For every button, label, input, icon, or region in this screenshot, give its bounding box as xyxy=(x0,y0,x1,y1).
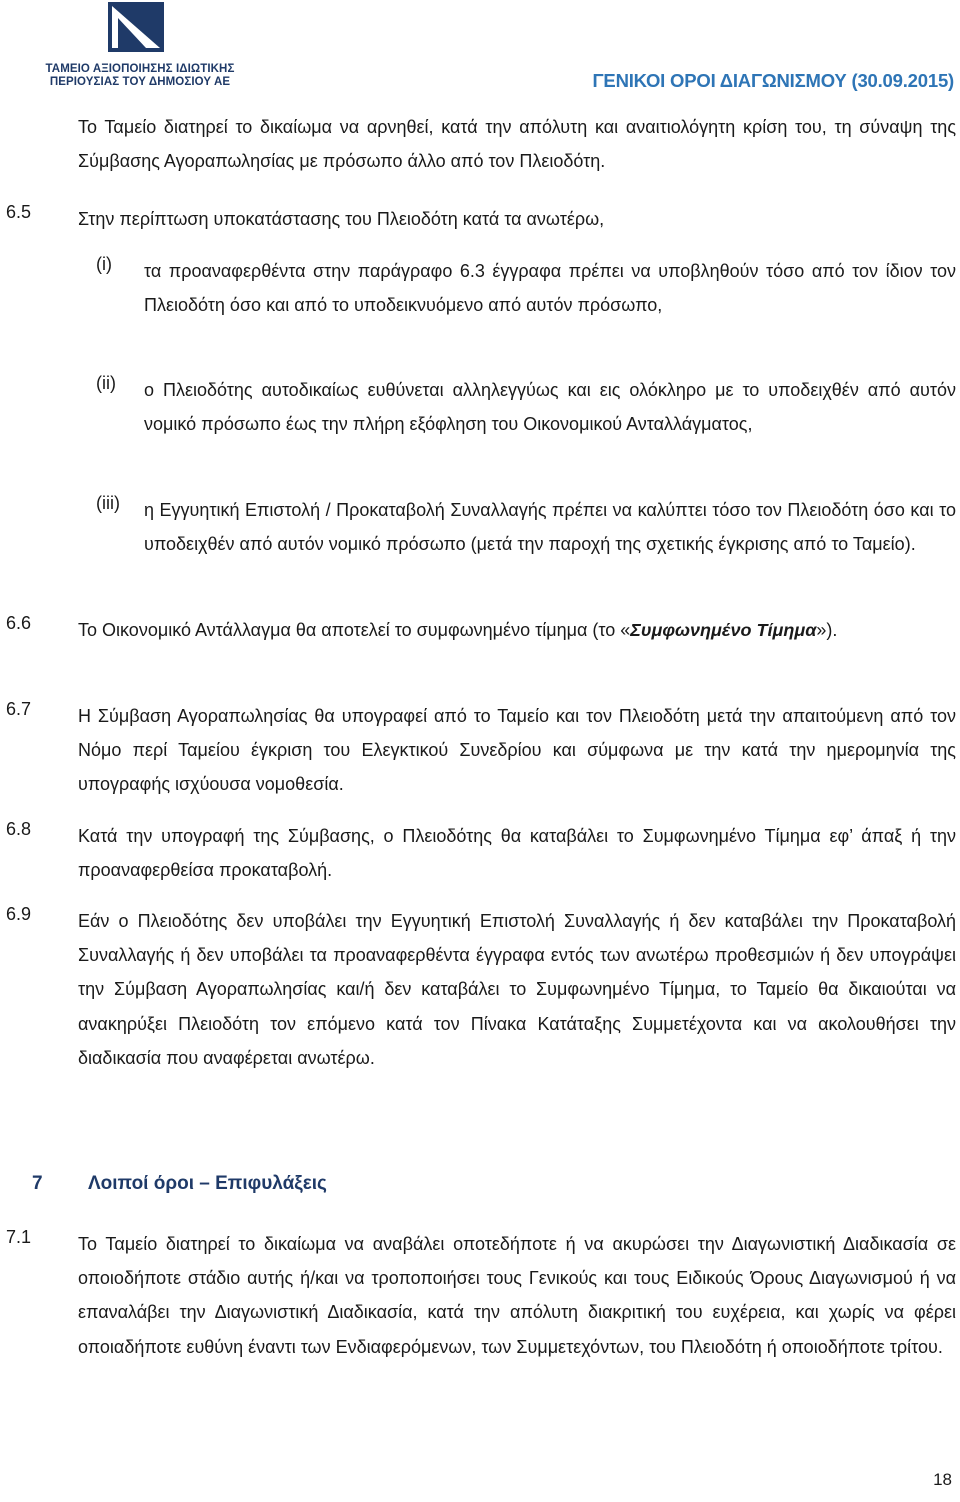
document-title: ΓΕΝΙΚΟΙ ΟΡΟΙ ΔΙΑΓΩΝΙΣΜΟΥ (30.09.2015) xyxy=(592,70,954,91)
section-6-8-text: Κατά την υπογραφή της Σύμβασης, ο Πλειοδότης θα καταβάλει το Συμφωνημένο Τίμημα εφ’ άπαξ ή την προαναφερθείσα προκαταβολή. xyxy=(78,826,956,881)
heading-7-number: 7 xyxy=(32,1173,43,1194)
sub-item-ii-text: ο Πλειοδότης αυτοδικαίως ευθύνεται αλληλεγγύως και εις ολόκληρο με το υποδειχθέν από αυτόν νομικό πρόσωπο έως την πλήρη εξόφληση του Οικονομικού Ανταλλάγματος, xyxy=(144,380,956,435)
agreed-price-term: Συμφωνημένο Τίμημα xyxy=(630,620,817,640)
heading-7-title: Λοιποί όροι – Επιφυλάξεις xyxy=(88,1173,327,1194)
section-7-1-text: Το Ταμείο διατηρεί το δικαίωμα να αναβάλει οποτεδήποτε ή να ακυρώσει την Διαγωνιστική Διαδικασία σε οποιοδήποτε στάδιο αυτής ή/και να τροποποιήσει τους Γενικούς και τους Ειδικούς Όρους Διαγωνισμού ή να επαναλάβει την Διαγωνιστική Διαδικασία, κατά την απόλυτη διακριτική του ευχέρεια, και χωρίς να φέρει οποιαδήποτε ευθύνη έναντι των Ενδιαφερόμενων, των Συμμετεχόντων, του Πλειοδότη ή οποιοδήποτε τρίτου. xyxy=(78,1234,956,1357)
fund-logo-icon xyxy=(108,2,164,52)
sub-item-ii-label: (ii) xyxy=(96,373,116,393)
sub-item-i-label: (i) xyxy=(96,254,112,274)
page-number: 18 xyxy=(933,1470,952,1489)
section-number-7-1: 7.1 xyxy=(6,1227,32,1247)
section-6-7-text: Η Σύμβαση Αγοραπωλησίας θα υπογραφεί από το Ταμείο και τον Πλειοδότη μετά την απαιτούμενη από τον Νόμο περί Ταμείου έγκριση του Ελεγκτικού Συνεδρίου και σύμφωνα με την κατά την ημερομηνία της υπογραφής ισχύουσα νομοθεσία. xyxy=(78,706,956,795)
logo-line-1: ΤΑΜΕΙΟ ΑΞΙΟΠΟΙΗΣΗΣ ΙΔΙΩΤΙΚΗΣ xyxy=(45,63,235,75)
sub-item-i-text: τα προαναφερθέντα στην παράγραφο 6.3 έγγραφα πρέπει να υποβληθούν τόσο από τον ίδιον τον Πλειοδότη όσο και από το υποδεικνυόμενο από αυτόν πρόσωπο, xyxy=(144,261,956,316)
section-number-6-6: 6.6 xyxy=(6,613,32,633)
sub-item-iii-label: (iii) xyxy=(96,493,120,513)
section-number-6-8: 6.8 xyxy=(6,819,32,839)
section-6-6-text-before: Το Οικονομικό Αντάλλαγμα θα αποτελεί το συμφωνημένο τίμημα (το « xyxy=(78,620,631,640)
section-6-9-text: Εάν ο Πλειοδότης δεν υποβάλει την Εγγυητική Επιστολή Συναλλαγής ή δεν καταβάλει την Προκαταβολή Συναλλαγής ή δεν υποβάλει τα προαναφερθέντα έγγραφα εντός των ανωτέρω προθεσμιών ή δεν υπογράψει την Σύμβαση Αγοραπωλησίας και/ή δεν καταβάλει το Συμφωνημένο Τίμημα, το Ταμείο θα δικαιούται να ανακηρύξει Πλειοδότη τον επόμενο κατά τον Πίνακα Κατάταξης Συμμετέχοντα και να ακολουθήσει την διαδικασία που αναφέρεται ανωτέρω. xyxy=(78,911,956,1068)
section-number-6-7: 6.7 xyxy=(6,699,32,719)
section-6-6-text xyxy=(78,613,956,647)
intro-paragraph: Το Ταμείο διατηρεί το δικαίωμα να αρνηθεί, κατά την απόλυτη και αναιτιολόγητη κρίση του, τη σύναψη της Σύμβασης Αγοραπωλησίας με πρόσωπο άλλο από τον Πλειοδότη. xyxy=(78,117,956,172)
section-number-6-5: 6.5 xyxy=(6,202,32,222)
sub-item-iii-text: η Εγγυητική Επιστολή / Προκαταβολή Συναλλαγής πρέπει να καλύπτει τόσο τον Πλειοδότη όσο και το υποδειχθέν από αυτόν νομικό πρόσωπο (μετά την παροχή της σχετικής έγκρισης από το Ταμείο). xyxy=(144,500,956,555)
section-number-6-9: 6.9 xyxy=(6,904,32,924)
logo-line-2: ΠΕΡΙΟΥΣΙΑΣ ΤΟΥ ΔΗΜΟΣΙΟΥ ΑΕ xyxy=(49,76,231,88)
logo-wordmark xyxy=(40,63,240,89)
page-header xyxy=(0,0,960,100)
section-6-5-text: Στην περίπτωση υποκατάστασης του Πλειοδότη κατά τα ανωτέρω, xyxy=(78,209,605,229)
section-6-6-text-after: »). xyxy=(816,620,838,640)
